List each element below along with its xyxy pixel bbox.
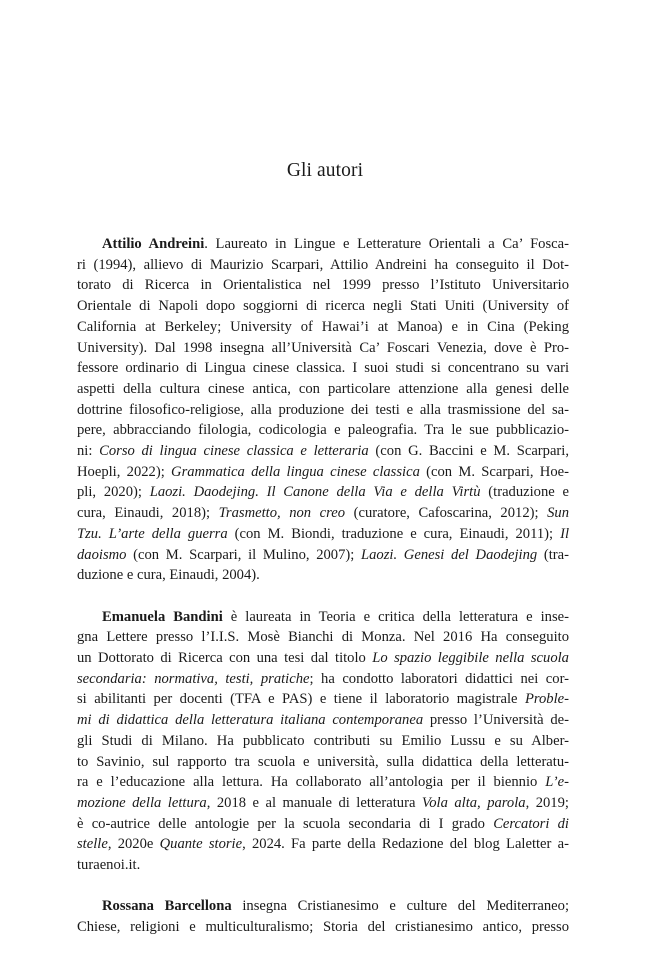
authors-section bbox=[77, 234, 569, 959]
text-line bbox=[77, 338, 569, 359]
author-name: Rossana Barcellona bbox=[102, 898, 232, 915]
work-title: Lo spazio leggibile nella scuola bbox=[372, 650, 569, 667]
work-title: Proble- bbox=[524, 691, 569, 708]
work-title: stelle bbox=[77, 836, 108, 853]
bio-text: (con M. Scarpari, Hoe- bbox=[419, 463, 569, 480]
bio-text: cura, Einaudi, 2018); bbox=[77, 505, 219, 522]
bio-text: un Dottorato di Ricerca con una tesi dal titolo bbox=[77, 650, 373, 667]
work-title: mozione della lettura bbox=[77, 794, 207, 811]
bio-text: pli, 2020); bbox=[77, 484, 150, 501]
text-line bbox=[77, 627, 569, 648]
bio-text: presso l’Università de- bbox=[423, 712, 570, 729]
bio-text: ; ha condotto laboratori didattici nei cor- bbox=[309, 670, 570, 687]
text-line bbox=[77, 462, 569, 483]
bio-text: , 2020e bbox=[107, 836, 160, 853]
work-title: Laozi. Daodejing. Il Canone della Via e della Virtù bbox=[149, 484, 481, 501]
work-title: Il bbox=[560, 525, 569, 542]
text-line bbox=[77, 896, 569, 917]
text-line bbox=[77, 689, 569, 710]
text-line bbox=[77, 855, 569, 876]
bio-text: è laureata in Teoria e critica della letteratura e inse- bbox=[222, 608, 570, 625]
bio-text: (tra- bbox=[537, 546, 569, 563]
work-title: Sun bbox=[547, 505, 569, 522]
bio-text: dottrine filosofico-religiose, alla produzione dei testi e alla trasmissione del sa- bbox=[77, 401, 569, 418]
work-title: L’e- bbox=[545, 774, 569, 791]
text-line bbox=[77, 482, 569, 503]
bio-text: to Savinio, sul rapporto tra scuola e università, sulla didattica della letteratu- bbox=[77, 753, 569, 770]
bio-text: (curatore, Cafoscarina, 2012); bbox=[345, 505, 548, 522]
bio-text: si abilitanti per docenti (TFA e PAS) e tiene il laboratorio magistrale bbox=[77, 691, 525, 708]
bio-text: torato di Ricerca in Orientalistica nel 1999 presso l’Istituto Universitario bbox=[77, 277, 569, 294]
text-line bbox=[77, 731, 569, 752]
bio-text: , 2018 e al manuale di letteratura bbox=[206, 794, 422, 811]
work-title: secondaria: normativa, testi, pratiche bbox=[77, 670, 310, 687]
work-title: mi di didattica della letteratura italiana contemporanea bbox=[77, 712, 424, 729]
work-title: Vola alta, parola bbox=[421, 794, 526, 811]
page-title: Gli autori bbox=[286, 160, 364, 181]
bio-text: , 2019; bbox=[525, 794, 569, 811]
bio-text: turaenoi.it. bbox=[77, 857, 141, 874]
bio-text: , 2024. Fa parte della Redazione del blog Laletter a- bbox=[242, 836, 569, 853]
bio-text: Chiese, religioni e multiculturalismo; Storia del cristianesimo antico, presso bbox=[77, 919, 569, 936]
text-line bbox=[77, 545, 569, 566]
author-name: Attilio Andreini bbox=[102, 236, 205, 252]
bio-text: insegna Cristianesimo e culture del Mediterraneo; bbox=[231, 898, 570, 915]
text-line bbox=[77, 317, 569, 338]
work-title: daoismo bbox=[77, 546, 127, 563]
text-line bbox=[77, 503, 569, 524]
bio-text: ni: bbox=[77, 443, 100, 460]
bio-text: Orientale di Napoli dopo soggiorni di ricerca negli Stati Uniti (University of bbox=[77, 298, 569, 315]
text-line bbox=[77, 358, 569, 379]
text-line bbox=[77, 275, 569, 296]
text-line bbox=[77, 400, 569, 421]
bio-text: Hoepli, 2022); bbox=[77, 463, 172, 480]
text-line bbox=[77, 834, 569, 855]
bio-text: (con G. Baccini e M. Scarpari, bbox=[368, 443, 569, 460]
work-title: Grammatica della lingua cinese classica bbox=[171, 463, 420, 480]
work-title: Quante storie bbox=[159, 836, 243, 853]
work-title: Trasmetto, non creo bbox=[218, 505, 346, 522]
bio-text: duzione e cura, Einaudi, 2004). bbox=[77, 567, 260, 584]
text-line bbox=[77, 710, 569, 731]
bio-text: (traduzione e bbox=[480, 484, 569, 501]
text-line bbox=[77, 648, 569, 669]
work-title: Corso di lingua cinese classica e letteraria bbox=[99, 443, 369, 460]
bio-text: aspetti della cultura cinese antica, con particolare attenzione alla genesi delle bbox=[77, 380, 569, 397]
bio-text: University). Dal 1998 insegna all’Università Ca’ Foscari Venezia, dove è Pro- bbox=[77, 339, 569, 356]
bio-text: gna Lettere presso l’I.I.S. Mosè Bianchi di Monza. Nel 2016 Ha conseguito bbox=[77, 629, 569, 646]
text-line bbox=[77, 441, 569, 462]
text-line bbox=[77, 420, 569, 441]
text-line bbox=[77, 752, 569, 773]
author-bio bbox=[77, 234, 569, 586]
text-line bbox=[77, 379, 569, 400]
text-line bbox=[77, 234, 569, 255]
text-line bbox=[77, 669, 569, 690]
work-title: Cercatori di bbox=[493, 815, 569, 832]
bio-text: fessore ordinario di Lingua cinese classica. I suoi studi si concentrano su vari bbox=[77, 360, 569, 377]
work-title: Tzu. L’arte della guerra bbox=[77, 525, 228, 542]
bio-text: . Laureato in Lingue e Letterature Orientali a Ca’ Fosca- bbox=[204, 236, 569, 252]
bio-text: California at Berkeley; University of Hawai’i at Manoa) e in Cina (Peking bbox=[77, 318, 569, 335]
text-line bbox=[77, 296, 569, 317]
text-line bbox=[77, 524, 569, 545]
bio-text: (con M. Biondi, traduzione e cura, Einaudi, 2011); bbox=[227, 525, 561, 542]
text-line bbox=[77, 607, 569, 628]
text-line bbox=[77, 917, 569, 938]
bio-text: ra e l’educazione alla lettura. Ha collaborato all’antologia per il biennio bbox=[77, 774, 546, 791]
bio-text: è co-autrice delle antologie per la scuola secondaria di I grado bbox=[77, 815, 494, 832]
author-bio bbox=[77, 607, 569, 876]
text-line bbox=[77, 255, 569, 276]
bio-text: (con M. Scarpari, il Mulino, 2007); bbox=[126, 546, 362, 563]
bio-text: ri (1994), allievo di Maurizio Scarpari, Attilio Andreini ha conseguito il Dot- bbox=[77, 256, 569, 273]
text-line bbox=[77, 793, 569, 814]
text-line bbox=[77, 772, 569, 793]
bio-text: pere, abbracciando filologia, codicologia e paleografia. Tra le sue pubblicazio- bbox=[77, 422, 569, 439]
author-name: Emanuela Bandini bbox=[102, 608, 223, 625]
author-bio bbox=[77, 896, 569, 937]
text-line bbox=[77, 565, 569, 586]
bio-text: gli Studi di Milano. Ha pubblicato contributi su Emilio Lussu e su Alber- bbox=[77, 732, 569, 749]
text-line bbox=[77, 814, 569, 835]
work-title: Laozi. Genesi del Daodejing bbox=[361, 546, 538, 563]
